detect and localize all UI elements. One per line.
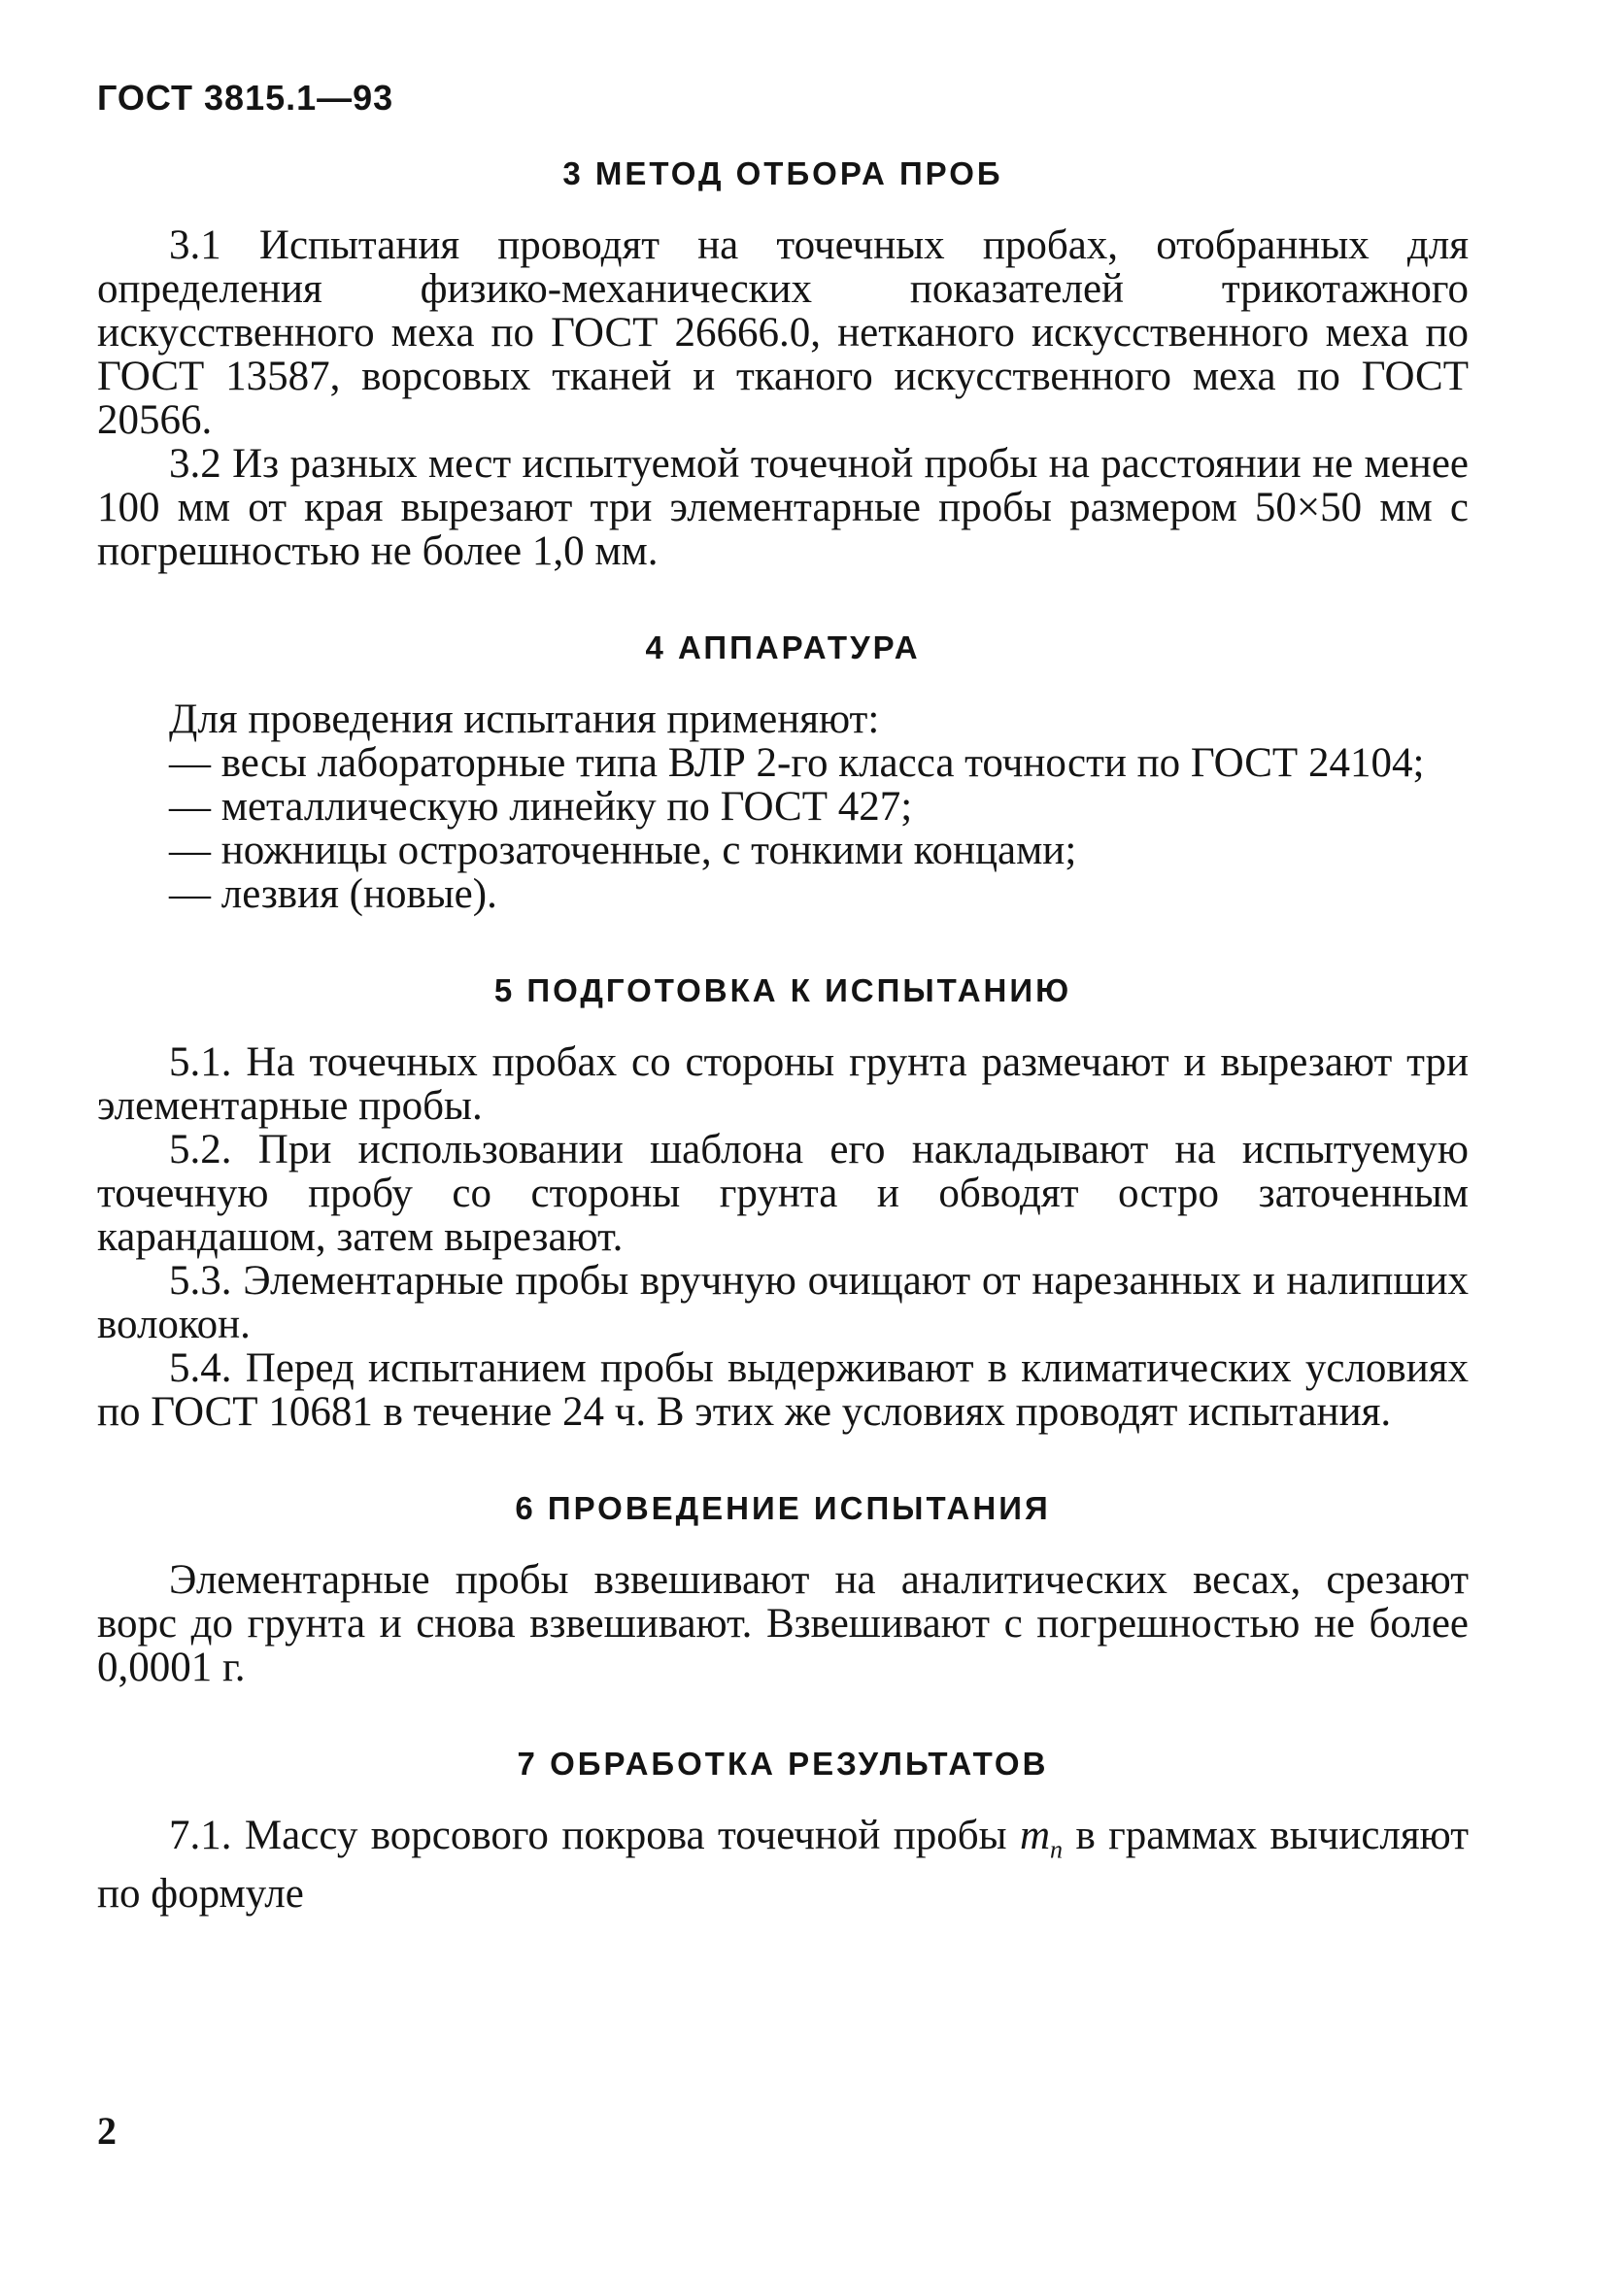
mass-variable [1019, 1813, 1064, 1864]
section-6-testing [97, 1490, 1469, 1689]
section-3-sampling [97, 155, 1469, 573]
section-5-title: 5 ПОДГОТОВКА К ИСПЫТАНИЮ [493, 972, 1072, 1008]
section-7-title: 7 ОБРАБОТКА РЕЗУЛЬТАТОВ [517, 1746, 1049, 1782]
section-7-results [97, 1746, 1469, 1916]
apparatus-item-blades: — лезвия (новые). [169, 871, 497, 917]
paragraph-3-2: 3.2 Из разных мест испытуемой точечной пробы на расстоянии не менее 100 мм от края вырезают три элементарные пробы размером 50×50 мм с погрешностью не более 1,0 мм. [97, 441, 1469, 574]
paragraph-5-4: 5.4. Перед испытанием пробы выдерживают в климатических условиях по ГОСТ 10681 в течение 24 ч. В этих же условиях проводят испытания. [97, 1345, 1469, 1435]
mass-variable-symbol: m [1019, 1813, 1051, 1858]
section-5-preparation [97, 972, 1469, 1434]
document-code-header: ГОСТ 3815.1—93 [97, 78, 394, 118]
paragraph-5-1: 5.1. На точечных пробах со стороны грунта размечают и вырезают три элементарные пробы. [97, 1039, 1469, 1129]
paragraph-6-1: Элементарные пробы взвешивают на аналитических весах, срезают ворс до грунта и снова взвешивают. Взвешивают с погрешностью не более 0,0001 г. [97, 1557, 1469, 1690]
paragraph-7-1 [97, 1814, 1469, 1916]
section-4-title: 4 АППАРАТУРА [645, 629, 921, 665]
section-4-apparatus [97, 629, 1469, 916]
paragraph-7-1-text-after: в граммах вычисляют по формуле [97, 1813, 1470, 1917]
paragraph-7-1-text-before: 7.1. Массу ворсового покрова точечной пробы [169, 1813, 1020, 1858]
apparatus-item-ruler: — металлическую линейку по ГОСТ 427; [169, 784, 913, 830]
section-3-title: 3 МЕТОД ОТБОРА ПРОБ [562, 155, 1003, 191]
paragraph-3-1: 3.1 Испытания проводят на точечных пробах, отобранных для определения физико-механических показателей трикотажного искусственного меха по ГОСТ 26666.0, нетканого искусственного меха по ГОСТ 13587, ворсовых тканей и тканого искусственного меха по ГОСТ 20566. [97, 222, 1469, 443]
page-number: 2 [97, 2109, 117, 2153]
apparatus-intro: Для проведения испытания применяют: [169, 696, 880, 742]
paragraph-5-3: 5.3. Элементарные пробы вручную очищают от нарезанных и налипших волокон. [97, 1258, 1469, 1347]
apparatus-item-scissors: — ножницы острозаточенные, с тонкими концами; [169, 828, 1077, 873]
paragraph-5-2: 5.2. При использовании шаблона его накладывают на испытуемую точечную пробу со стороны грунта и обводят остро заточенным карандашом, затем вырезают. [97, 1127, 1469, 1260]
apparatus-item-scales: — весы лабораторные типа ВЛР 2-го класса точности по ГОСТ 24104; [169, 740, 1425, 786]
section-6-title: 6 ПРОВЕДЕНИЕ ИСПЫТАНИЯ [515, 1490, 1051, 1526]
mass-variable-subscript: п [1050, 1835, 1064, 1864]
